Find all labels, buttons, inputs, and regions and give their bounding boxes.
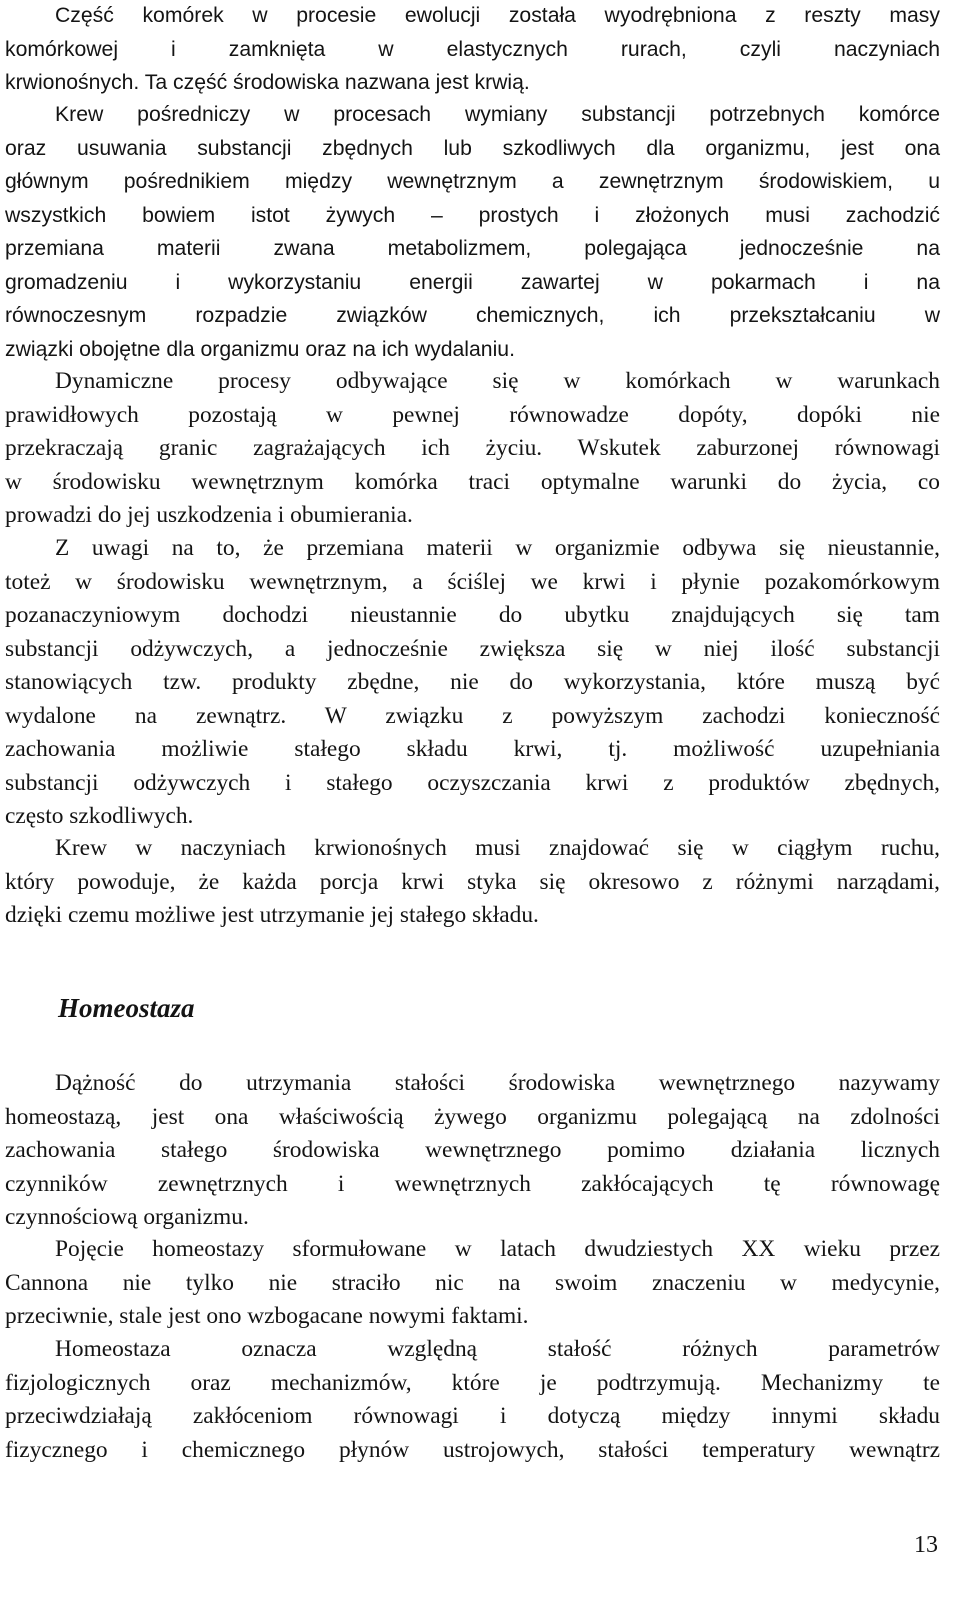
text-line: głównym pośrednikiem między wewnętrznym a zewnętrznym środowiskiem, u — [5, 170, 940, 193]
paragraph-3 — [5, 365, 940, 533]
text-line: związki obojętne dla organizmu oraz na ich wydalaniu. — [5, 337, 515, 361]
text-line: wszystkich bowiem istot żywych – prostych i złożonych musi zachodzić — [5, 203, 940, 227]
text-line: czynnościową organizmu. — [5, 1204, 249, 1230]
paragraph-2 — [5, 98, 940, 366]
text-line: zachowania możliwie stałego składu krwi, tj. możliwość uzupełniania — [5, 736, 940, 762]
text-line: krwionośnych. Ta część środowiska nazwana jest krwią. — [5, 71, 530, 94]
text-line: często szkodliwych. — [5, 803, 194, 829]
text-line: oraz usuwania substancji zbędnych lub szkodliwych dla organizmu, jest ona — [5, 136, 940, 160]
paragraph-7 — [5, 1233, 940, 1334]
paragraph-5 — [5, 832, 940, 933]
text-line: Z uwagi na to, że przemiana materii w organizmie odbywa się nieustannie, — [55, 535, 940, 561]
text-line: dzięki czemu możliwe jest utrzymanie jej stałego składu. — [5, 902, 539, 928]
text-line: Część komórek w procesie ewolucji została wyodrębniona z reszty masy — [55, 4, 940, 27]
text-line: gromadzeniu i wykorzystaniu energii zawartej w pokarmach i na — [5, 270, 940, 294]
text-line: Dynamiczne procesy odbywające się w komórkach w warunkach — [55, 368, 940, 394]
paragraph-1 — [5, 0, 940, 100]
text-line: pozanaczyniowym dochodzi nieustannie do ubytku znajdujących się tam — [5, 602, 940, 628]
paragraph-4 — [5, 532, 940, 834]
text-line: Krew pośredniczy w procesach wymiany substancji potrzebnych komórce — [55, 103, 940, 126]
text-line: przekraczają granic zagrażających ich życiu. Wskutek zaburzonej równowagi — [5, 435, 940, 461]
text-line: Pojęcie homeostazy sformułowane w latach dwudziestych XX wieku przez — [55, 1236, 940, 1262]
text-line: równoczesnym rozpadzie związków chemicznych, ich przekształcaniu w — [5, 304, 940, 327]
text-line: Krew w naczyniach krwionośnych musi znajdować się w ciągłym ruchu, — [55, 835, 940, 861]
text-line: czynników zewnętrznych i wewnętrznych zakłócających tę równowagę — [5, 1170, 940, 1197]
text-line: Dążność do utrzymania stałości środowiska wewnętrznego nazywamy — [55, 1070, 940, 1096]
text-line: substancji odżywczych, a jednocześnie zwiększa się w niej ilość substancji — [5, 635, 940, 662]
text-line: w środowisku wewnętrznym komórka traci optymalne warunki do życia, co — [5, 468, 940, 495]
section-heading: Homeostaza — [58, 993, 195, 1023]
text-line: fizjologicznych oraz mechanizmów, które je podtrzymują. Mechanizmy te — [5, 1369, 940, 1396]
text-line: Homeostaza oznacza względną stałość różnych parametrów — [55, 1336, 940, 1362]
text-line: prawidłowych pozostają w pewnej równowadze dopóty, dopóki nie — [5, 401, 940, 428]
paragraph-8 — [5, 1333, 940, 1467]
text-line: wydalone na zewnątrz. W związku z powyższym zachodzi konieczność — [5, 702, 940, 729]
text-line: przeciwnie, stale jest ono wzbogacane nowymi faktami. — [5, 1303, 529, 1329]
text-line: przeciwdziałają zakłóceniom równowagi i dotyczą między innymi składu — [5, 1403, 940, 1429]
text-line: prowadzi do jej uszkodzenia i obumierania. — [5, 502, 413, 528]
text-line: przemiana materii zwana metabolizmem, polegająca jednocześnie na — [5, 237, 940, 260]
text-line: toteż w środowisku wewnętrznym, a ściślej we krwi i płynie pozakomórkowym — [5, 568, 940, 595]
text-line: komórkowej i zamknięta w elastycznych rurach, czyli naczyniach — [5, 37, 940, 61]
text-line: stanowiących tzw. produkty zbędne, nie do wykorzystania, które muszą być — [5, 669, 940, 695]
text-line: który powoduje, że każda porcja krwi styka się okresowo z różnymi narządami, — [5, 868, 940, 895]
paragraph-6 — [5, 1067, 940, 1235]
text-line: fizycznego i chemicznego płynów ustrojowych, stałości temperatury wewnątrz — [5, 1436, 940, 1463]
text-line: substancji odżywczych i stałego oczyszczania krwi z produktów zbędnych, — [5, 769, 940, 796]
text-line: Cannona nie tylko nie straciło nic na swoim znaczeniu w medycynie, — [5, 1269, 940, 1296]
text-line: homeostazą, jest ona właściwością żywego organizmu polegającą na zdolności — [5, 1103, 940, 1130]
text-line: zachowania stałego środowiska wewnętrznego pomimo działania licznych — [5, 1137, 940, 1163]
page-number: 13 — [914, 1532, 938, 1558]
